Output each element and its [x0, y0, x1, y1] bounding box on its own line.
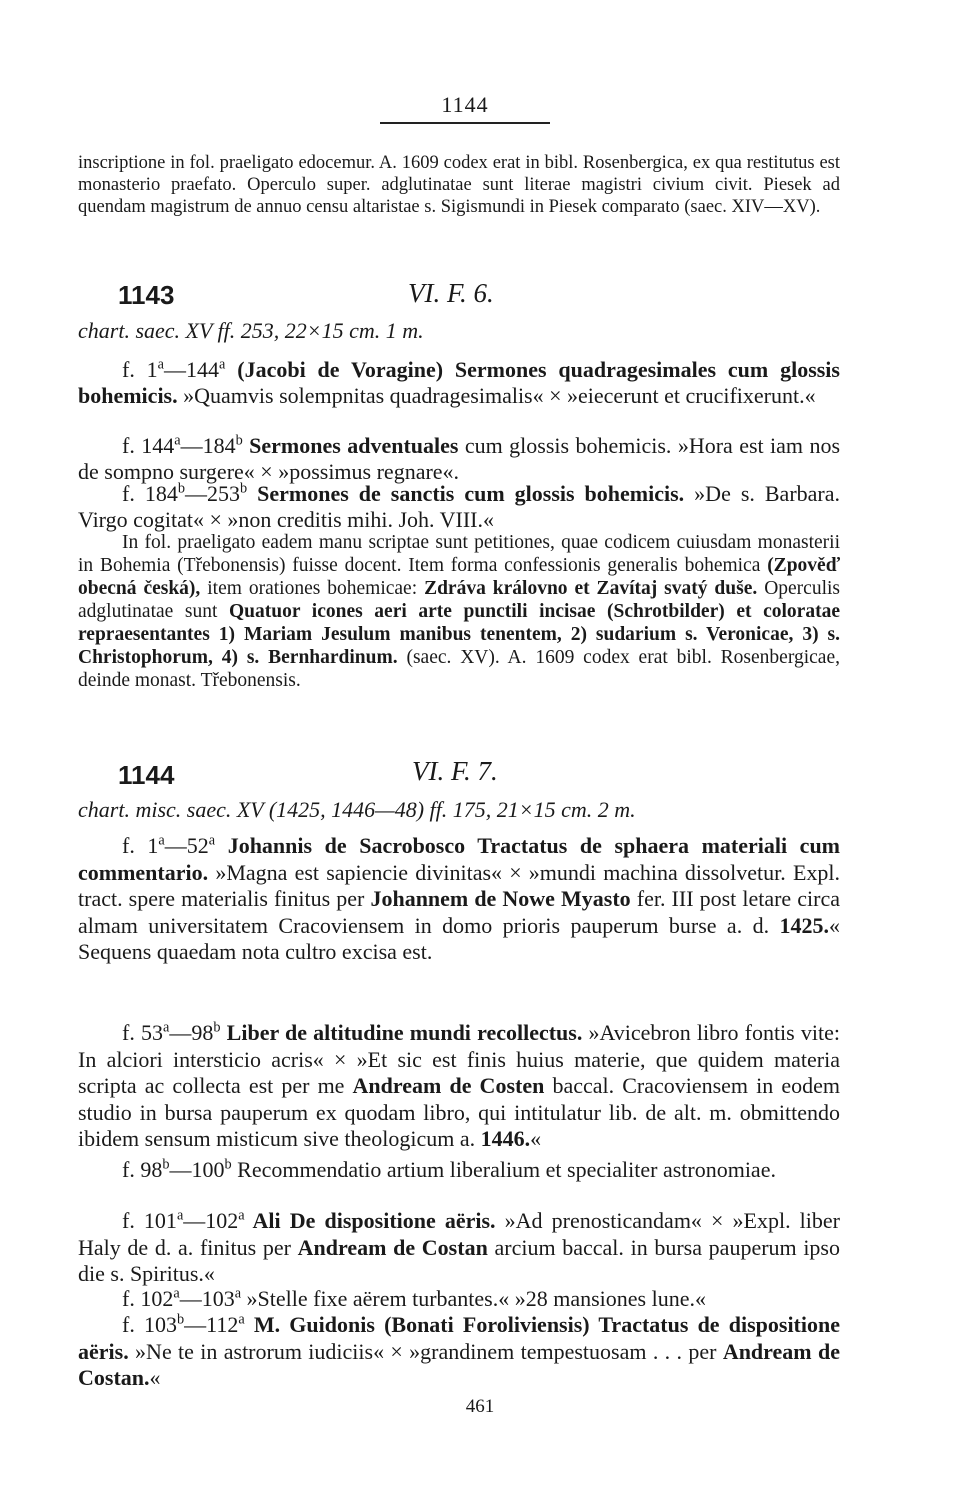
- content-item-1144-1: f. 1$^a$—52$^a$ Johannis de Sacrobosco Tractatus de sphaera materiali cum commentario. »Magna est sapiencie divinitas« × »mundi machina dissolvetur. Expl. tract. spere materialis finitus per Johannem de Nowe Myasto fer. III post letare circa almam universitatem Cracoviensem in domo prioris pauperum burse a. d. 1425.« Sequens quaedam nota cultro excisa est.: [78, 832, 841, 964]
- content-item-1143-3: f. 184$^b$—253$^b$ Sermones de sanctis cum glossis bohemicis. »De s. Barbara. Virgo cogitat« × »non creditis mihi. Joh. VIII.«: [78, 480, 841, 532]
- content-item-1144-4: f. 101$^a$—102$^a$ Ali De dispositione aëris. »Ad prenosticandam« × »Expl. liber Haly de d. a. finitus per Andream de Costan arcium baccal. in bursa pauperum ipso die s. Spiritus.«: [78, 1207, 840, 1286]
- shelfmark-1144: VI. F. 7.: [412, 756, 498, 786]
- incipit-explicit: »Quamvis solempnitas quadragesimalis« × »eiecerunt et crucifixerunt.«: [177, 383, 816, 408]
- content-item-1143-1: f. 1$^a$—144$^a$ (Jacobi de Voragine) Sermones quadragesimales cum glossis bohemicis. »Quamvis solempnitas quadragesimalis« × »eiecerunt et crucifixerunt.«: [78, 356, 840, 408]
- content-item-1143-2: f. 144$^a$—184$^b$ Sermones adventuales cum glossis bohemicis. »Hora est iam nos de sompno surgere« × »possimus regnare«.: [78, 432, 841, 484]
- folio-start: f. 144: [122, 433, 175, 458]
- folio-start: f. 184: [122, 481, 178, 506]
- item-title: (Jacobi de Voragine) Sermones quadragesimales cum glossis bohemicis.: [78, 357, 840, 408]
- folio-start: f. 98: [122, 1157, 163, 1182]
- folio-start: f. 101: [122, 1208, 177, 1233]
- physical-description-1144: chart. misc. saec. XV (1425, 1446—48) ff. 175, 21×15 cm. 2 m.: [78, 797, 636, 822]
- content-item-1144-3: f. 98$^b$—100$^b$ Recommendatio artium liberalium et specialiter astronomiae.: [122, 1156, 776, 1182]
- entry-number-1144: 1144: [118, 760, 175, 790]
- folio-start: f. 53: [122, 1020, 163, 1045]
- folio-start: f. 103: [122, 1312, 177, 1337]
- folio-start: f. 102: [122, 1286, 174, 1311]
- entry-number-1143: 1143: [118, 280, 175, 310]
- item-title: Ali De dispositione aëris.: [244, 1208, 496, 1233]
- incipit-explicit: cum glossis bohemicis. »Hora est iam nos de sompno surgere« × »possimus regnare«.: [78, 433, 841, 484]
- content-item-1144-6: f. 103$^b$—112$^a$ M. Guidonis (Bonati Foroliviensis) Tractatus de dispositione aëris. »Ne te in astrorum iudiciis« × »grandinem tempestuosam . . . per Andream de Costan.«: [78, 1311, 840, 1390]
- folio-start: f. 1: [122, 833, 159, 858]
- item-title: Johannis de Sacrobosco Tractatus de sphaera materiali cum commentario.: [78, 833, 841, 885]
- running-head: 1144: [441, 92, 489, 117]
- item-title: Sermones de sanctis cum glossis bohemicis.: [247, 481, 685, 506]
- physical-description-1143: chart. saec. XV ff. 253, 22×15 cm. 1 m.: [78, 318, 424, 343]
- content-item-1144-2: f. 53$^a$—98$^b$ Liber de altitudine mundi recollectus. »Avicebron libro fontis vite: In alciori intersticio acris« × »Et sic est finis huius materie, que quidem materia scripta ac collecta est per me Andream de Costen baccal. Cracoviensem in eodem studio in bursa pauperum ex quodam libro, qui intitulatur lib. de alt. m. obmittendo ibidem sensum misticum sive theologicum a. 1446.«: [78, 1019, 840, 1151]
- item-title: M. Guidonis (Bonati Foroliviensis) Tractatus de dispositione aëris.: [78, 1312, 840, 1364]
- content-item-1144-5: f. 102$^a$—103$^a$ »Stelle fixe aërem turbantes.« »28 mansiones lune.«: [122, 1285, 706, 1311]
- folio-start: f. 1: [122, 357, 158, 382]
- shelfmark-1143: VI. F. 6.: [408, 278, 494, 308]
- previous-entry-continuation: inscriptione in fol. praeligato edocemur. A. 1609 codex erat in bibl. Rosenbergica, ex qua restitutus est monasterio praefato. Operculo super. adglutinatae sunt literae magistri civium civit. Piesek ad quendam magistrum de annuo censu altaristae s. Sigismundi in Piesek comparato (saec. XIV—XV).: [78, 153, 840, 217]
- item-title: Sermones adventuales: [242, 433, 459, 458]
- page-number: 461: [465, 1396, 495, 1417]
- incipit-explicit: »De s. Barbara. Virgo cogitat« × »non creditis mihi. Joh. VIII.«: [78, 481, 841, 532]
- item-title: Liber de altitudine mundi recollectus.: [220, 1020, 583, 1045]
- running-head-rule: [380, 122, 550, 124]
- note-1143: In fol. praeligato eadem manu scriptae sunt petitiones, quae codicem cuiusdam monasterii in Bohemia (Třebonensis) fuisse docent. Item forma confessionis generalis bohemica (Zpověď obecná česká), item orationes bohemicae: Zdráva královno et Zavítaj svatý duše. Operculis adglutinatae sunt Quatuor icones aeri arte punctili incisae (Schrotbilder) et coloratae repraesentantes 1) Mariam Jesulum manibus tenentem, 2) sudarium s. Veronicae, 3) s. Christophorum, 4) s. Bernhardinum. (saec. XV). A. 1609 codex erat bibl. Rosenbergicae, deinde monast. Třebonensis.: [78, 532, 840, 691]
